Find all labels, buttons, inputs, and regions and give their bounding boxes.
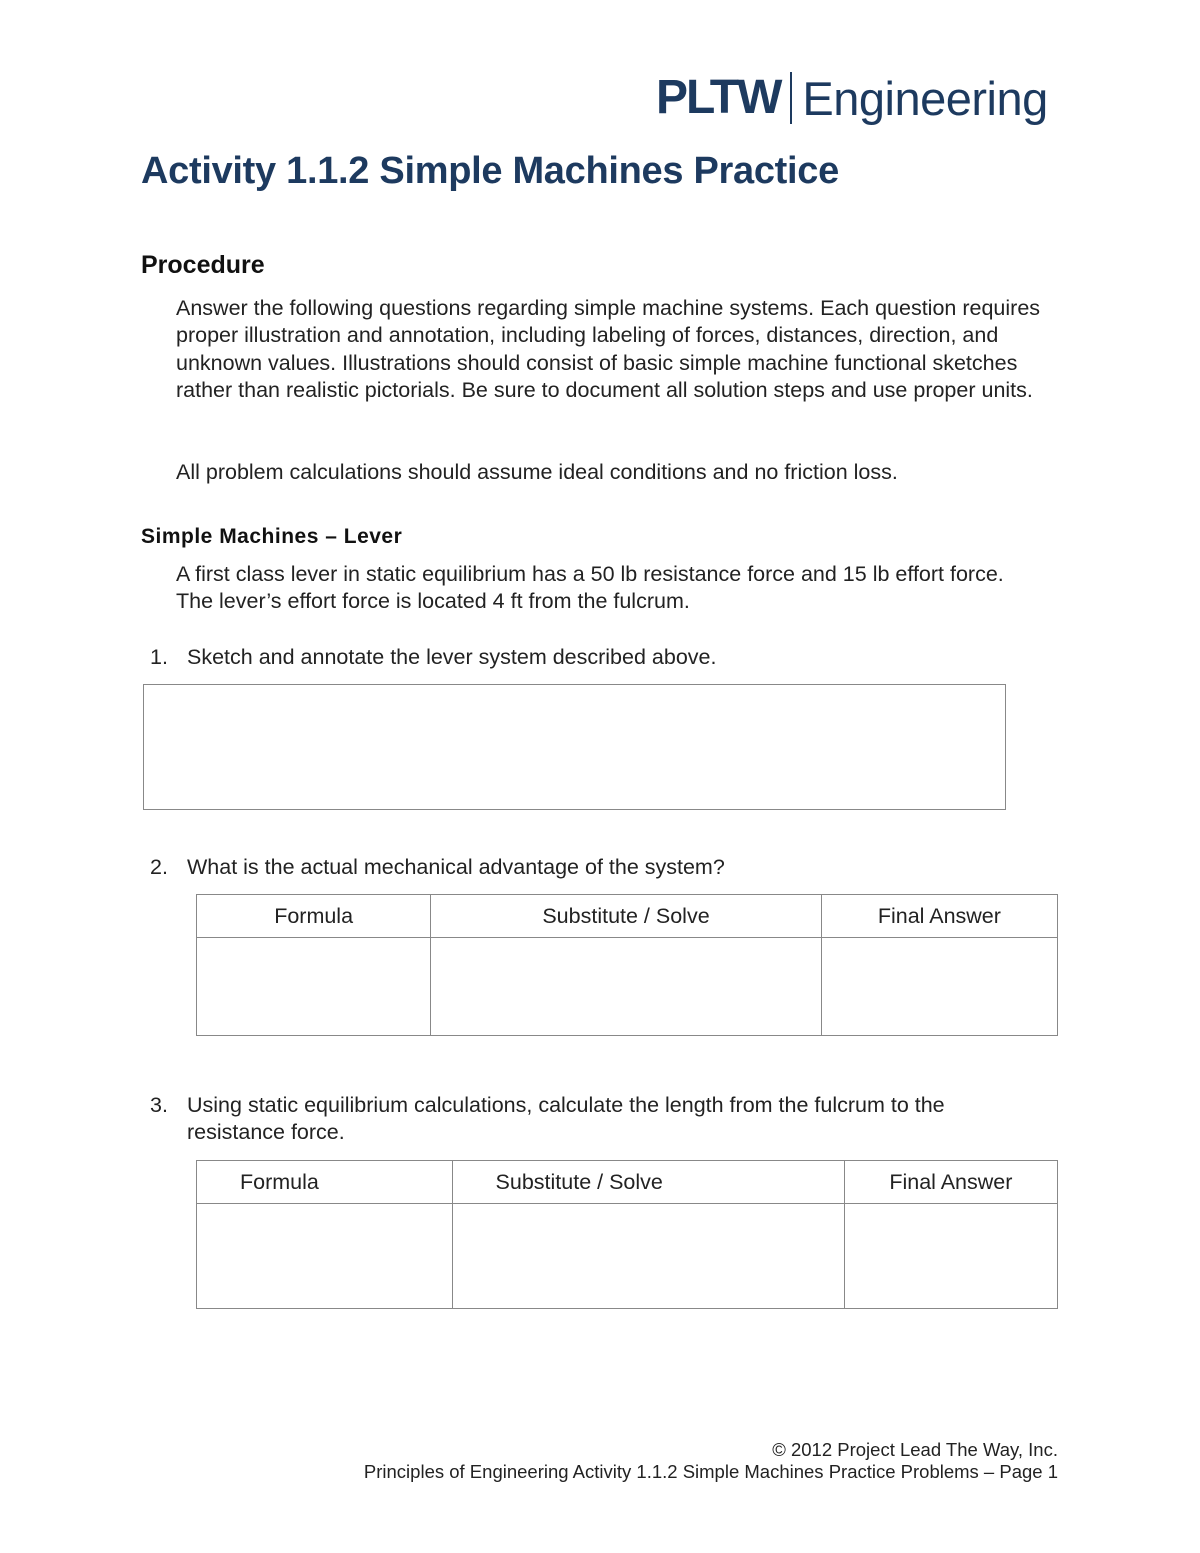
substitute-solve-cell[interactable] bbox=[431, 938, 822, 1036]
question-2 bbox=[150, 854, 1030, 881]
final-answer-header: Final Answer bbox=[844, 1161, 1057, 1204]
substitute-solve-header: Substitute / Solve bbox=[431, 895, 822, 938]
formula-cell[interactable] bbox=[197, 938, 431, 1036]
question-text: What is the actual mechanical advantage of the system? bbox=[187, 855, 725, 879]
procedure-paragraph-2: All problem calculations should assume ideal conditions and no friction loss. bbox=[176, 460, 898, 484]
question-number: 3. bbox=[150, 1093, 168, 1117]
lever-description: A first class lever in static equilibrium has a 50 lb resistance force and 15 lb effort force. The lever’s effort force is located 4 ft from the fulcrum. bbox=[176, 562, 1004, 614]
sketch-answer-box[interactable] bbox=[143, 684, 1006, 810]
question-text: Sketch and annotate the lever system described above. bbox=[187, 645, 717, 669]
answer-table-q2 bbox=[196, 894, 1058, 1036]
final-answer-cell[interactable] bbox=[821, 938, 1057, 1036]
table-answer-row bbox=[197, 1204, 1058, 1309]
footer bbox=[364, 1439, 1058, 1483]
question-number: 1. bbox=[150, 645, 168, 669]
logo-product: Engineering bbox=[802, 71, 1048, 125]
page-title: Activity 1.1.2 Simple Machines Practice bbox=[141, 150, 839, 192]
formula-header: Formula bbox=[197, 1161, 453, 1204]
logo-divider bbox=[790, 72, 792, 124]
formula-cell[interactable] bbox=[197, 1204, 453, 1309]
logo-brand: PLTW bbox=[656, 71, 781, 124]
table-answer-row bbox=[197, 938, 1058, 1036]
final-answer-header: Final Answer bbox=[821, 895, 1057, 938]
procedure-paragraph-1: Answer the following questions regarding simple machine systems. Each question requires proper illustration and annotation, including labeling of forces, distances, direction, and unknown values. Illustrations should consist of basic simple machine functional sketches rather than realistic pictorials. Be sure to document all solution steps and use proper units. bbox=[176, 296, 1041, 402]
substitute-solve-cell[interactable] bbox=[452, 1204, 844, 1309]
copyright-text: © 2012 Project Lead The Way, Inc. bbox=[772, 1439, 1058, 1460]
answer-table-q3 bbox=[196, 1160, 1058, 1309]
procedure-heading: Procedure bbox=[141, 251, 265, 279]
pltw-engineering-logo bbox=[656, 68, 1048, 128]
table-header-row bbox=[197, 1161, 1058, 1204]
question-text: Using static equilibrium calculations, calculate the length from the fulcrum to the resistance force. bbox=[187, 1093, 945, 1145]
final-answer-cell[interactable] bbox=[844, 1204, 1057, 1309]
question-number: 2. bbox=[150, 855, 168, 879]
course-page-line: Principles of Engineering Activity 1.1.2 Simple Machines Practice Problems – Page 1 bbox=[363, 1461, 1058, 1482]
formula-header: Formula bbox=[197, 895, 431, 938]
question-1 bbox=[150, 644, 1030, 671]
lever-section-heading: Simple Machines – Lever bbox=[141, 525, 403, 548]
substitute-solve-header: Substitute / Solve bbox=[452, 1161, 844, 1204]
question-3 bbox=[150, 1092, 1030, 1147]
table-header-row bbox=[197, 895, 1058, 938]
